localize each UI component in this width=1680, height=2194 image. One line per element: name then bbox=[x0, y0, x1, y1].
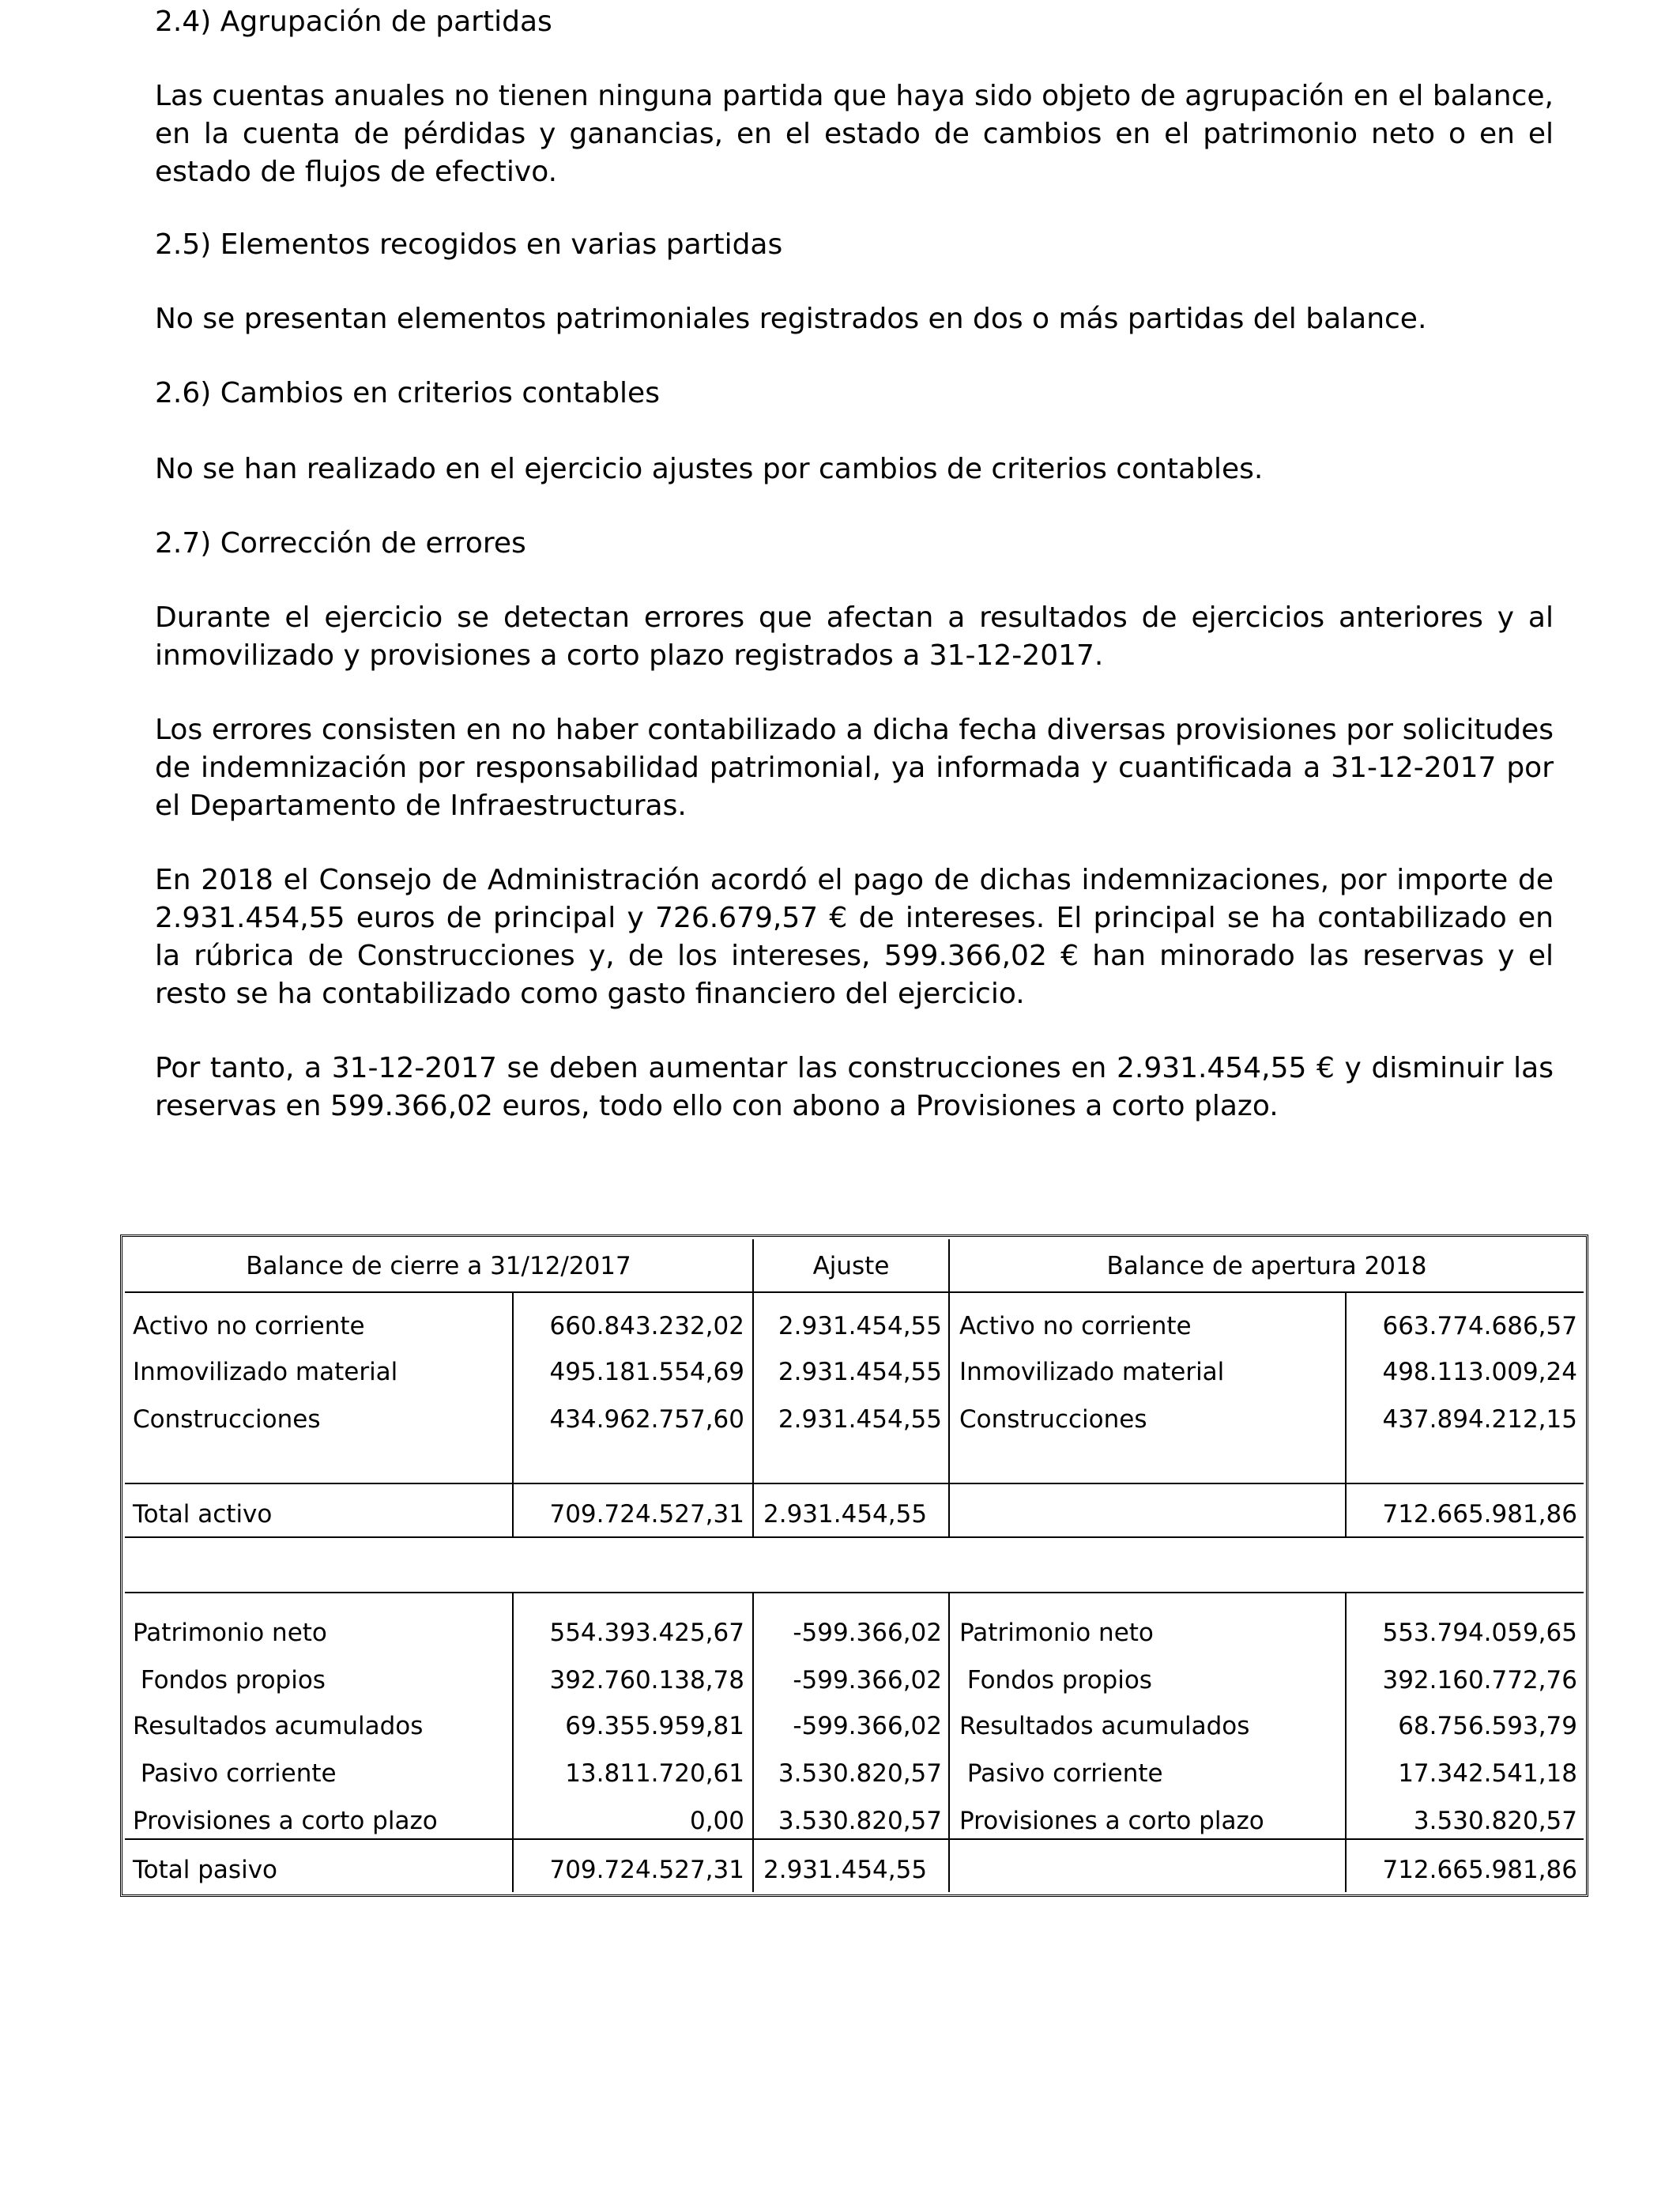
row-cierre-value: 69.355.959,81 bbox=[565, 1712, 744, 1740]
row-label-apertura: Construcciones bbox=[959, 1405, 1147, 1434]
total-pasivo-label: Total pasivo bbox=[133, 1856, 278, 1884]
row-ajuste-value: 3.530.820,57 bbox=[778, 1807, 942, 1835]
table-vline-l2 bbox=[752, 1592, 754, 1892]
balance-table bbox=[120, 1235, 1588, 1897]
row-label: Resultados acumulados bbox=[133, 1712, 424, 1740]
row-ajuste-value: 2.931.454,55 bbox=[778, 1405, 942, 1434]
header-ajuste: Ajuste bbox=[812, 1252, 890, 1280]
header-balance-cierre: Balance de cierre a 31/12/2017 bbox=[246, 1252, 631, 1280]
table-vline-a3 bbox=[948, 1291, 950, 1536]
row-apertura-value: 392.160.772,76 bbox=[1382, 1666, 1577, 1695]
row-label-apertura: Resultados acumulados bbox=[959, 1712, 1250, 1740]
table-vline-l4 bbox=[1345, 1592, 1347, 1892]
table-spacer-bottom bbox=[125, 1592, 1584, 1593]
row-ajuste-value: 2.931.454,55 bbox=[778, 1312, 942, 1340]
row-label: Pasivo corriente bbox=[133, 1759, 337, 1788]
table-header-divider bbox=[125, 1291, 1584, 1293]
row-label-apertura: Pasivo corriente bbox=[959, 1759, 1163, 1788]
row-apertura-value: 663.774.686,57 bbox=[1382, 1312, 1577, 1340]
row-apertura-value: 437.894.212,15 bbox=[1382, 1405, 1577, 1434]
total-pasivo-ajuste: 2.931.454,55 bbox=[763, 1856, 928, 1884]
row-ajuste-value: 3.530.820,57 bbox=[778, 1759, 942, 1788]
row-apertura-value: 17.342.541,18 bbox=[1398, 1759, 1577, 1788]
row-cierre-value: 495.181.554,69 bbox=[549, 1358, 744, 1386]
row-label-apertura: Activo no corriente bbox=[959, 1312, 1192, 1340]
table-total-pasivo-top bbox=[125, 1838, 1584, 1840]
table-vline-l1 bbox=[512, 1592, 514, 1892]
section-heading-2-4: 2.4) Agrupación de partidas bbox=[155, 6, 552, 38]
table-vline-a2 bbox=[752, 1291, 754, 1536]
row-label-apertura: Provisiones a corto plazo bbox=[959, 1807, 1264, 1835]
row-ajuste-value: -599.366,02 bbox=[793, 1666, 942, 1695]
row-label: Provisiones a corto plazo bbox=[133, 1807, 438, 1835]
section-2-7-paragraph-2: Los errores consisten en no haber contabilizado a dicha fecha diversas provisiones por solicitudes de indemnización por responsabilidad patrimonial, ya informada y cuantificada a 31-12-2017 por el Departamento de Infraestructuras. bbox=[155, 714, 1554, 822]
table-total-activo-top bbox=[125, 1483, 1584, 1484]
table-vline-a4 bbox=[1345, 1291, 1347, 1536]
row-apertura-value: 553.794.059,65 bbox=[1382, 1619, 1577, 1647]
row-ajuste-value: -599.366,02 bbox=[793, 1712, 942, 1740]
section-2-6-paragraph: No se han realizado en el ejercicio ajustes por cambios de criterios contables. bbox=[155, 453, 1264, 485]
row-label: Fondos propios bbox=[133, 1666, 326, 1695]
row-ajuste-value: 2.931.454,55 bbox=[778, 1358, 942, 1386]
row-cierre-value: 660.843.232,02 bbox=[549, 1312, 744, 1340]
section-2-7-paragraph-4: Por tanto, a 31-12-2017 se deben aumentar las construcciones en 2.931.454,55 € y disminuir las reservas en 599.366,02 euros, todo ello con abono a Provisiones a corto plazo. bbox=[155, 1052, 1554, 1122]
row-label-apertura: Patrimonio neto bbox=[959, 1619, 1154, 1647]
total-activo-cierre: 709.724.527,31 bbox=[549, 1500, 744, 1529]
row-label-apertura: Inmovilizado material bbox=[959, 1358, 1225, 1386]
total-pasivo-cierre: 709.724.527,31 bbox=[549, 1856, 744, 1884]
total-activo-ajuste: 2.931.454,55 bbox=[763, 1500, 928, 1529]
header-balance-apertura: Balance de apertura 2018 bbox=[1106, 1252, 1427, 1280]
table-vline-a1 bbox=[512, 1291, 514, 1536]
section-2-4-paragraph: Las cuentas anuales no tienen ninguna partida que haya sido objeto de agrupación en el balance, en la cuenta de pérdidas y ganancias, en el estado de cambios en el patrimonio neto o en el estado de flujos de efectivo. bbox=[155, 80, 1554, 188]
row-apertura-value: 498.113.009,24 bbox=[1382, 1358, 1577, 1386]
row-label: Inmovilizado material bbox=[133, 1358, 398, 1386]
total-activo-label: Total activo bbox=[133, 1500, 273, 1529]
section-heading-2-6: 2.6) Cambios en criterios contables bbox=[155, 377, 660, 409]
row-label-apertura: Fondos propios bbox=[959, 1666, 1152, 1695]
section-heading-2-7: 2.7) Corrección de errores bbox=[155, 527, 526, 560]
row-cierre-value: 392.760.138,78 bbox=[549, 1666, 744, 1695]
row-cierre-value: 434.962.757,60 bbox=[549, 1405, 744, 1434]
table-total-activo-bottom bbox=[125, 1536, 1584, 1538]
total-pasivo-apertura: 712.665.981,86 bbox=[1382, 1856, 1577, 1884]
row-apertura-value: 68.756.593,79 bbox=[1398, 1712, 1577, 1740]
row-label: Construcciones bbox=[133, 1405, 321, 1434]
section-2-7-paragraph-3: En 2018 el Consejo de Administración acordó el pago de dichas indemnizaciones, por importe de 2.931.454,55 euros de principal y 726.679,57 € de intereses. El principal se ha contabilizado en la rúbrica de Construcciones y, de los intereses, 599.366,02 € han minorado las reservas y el resto se ha contabilizado como gasto financiero del ejercicio. bbox=[155, 864, 1554, 1010]
section-2-7-paragraph-1: Durante el ejercicio se detectan errores que afectan a resultados de ejercicios anteriores y al inmovilizado y provisiones a corto plazo registrados a 31-12-2017. bbox=[155, 601, 1554, 672]
total-activo-apertura: 712.665.981,86 bbox=[1382, 1500, 1577, 1529]
row-label: Patrimonio neto bbox=[133, 1619, 327, 1647]
row-cierre-value: 13.811.720,61 bbox=[565, 1759, 744, 1788]
section-heading-2-5: 2.5) Elementos recogidos en varias partidas bbox=[155, 228, 783, 261]
row-ajuste-value: -599.366,02 bbox=[793, 1619, 942, 1647]
row-cierre-value: 554.393.425,67 bbox=[549, 1619, 744, 1647]
section-2-5-paragraph: No se presentan elementos patrimoniales registrados en dos o más partidas del balance. bbox=[155, 303, 1427, 335]
row-label: Activo no corriente bbox=[133, 1312, 365, 1340]
row-cierre-value: 0,00 bbox=[689, 1807, 744, 1835]
row-apertura-value: 3.530.820,57 bbox=[1413, 1807, 1577, 1835]
table-vline-l3 bbox=[948, 1592, 950, 1892]
